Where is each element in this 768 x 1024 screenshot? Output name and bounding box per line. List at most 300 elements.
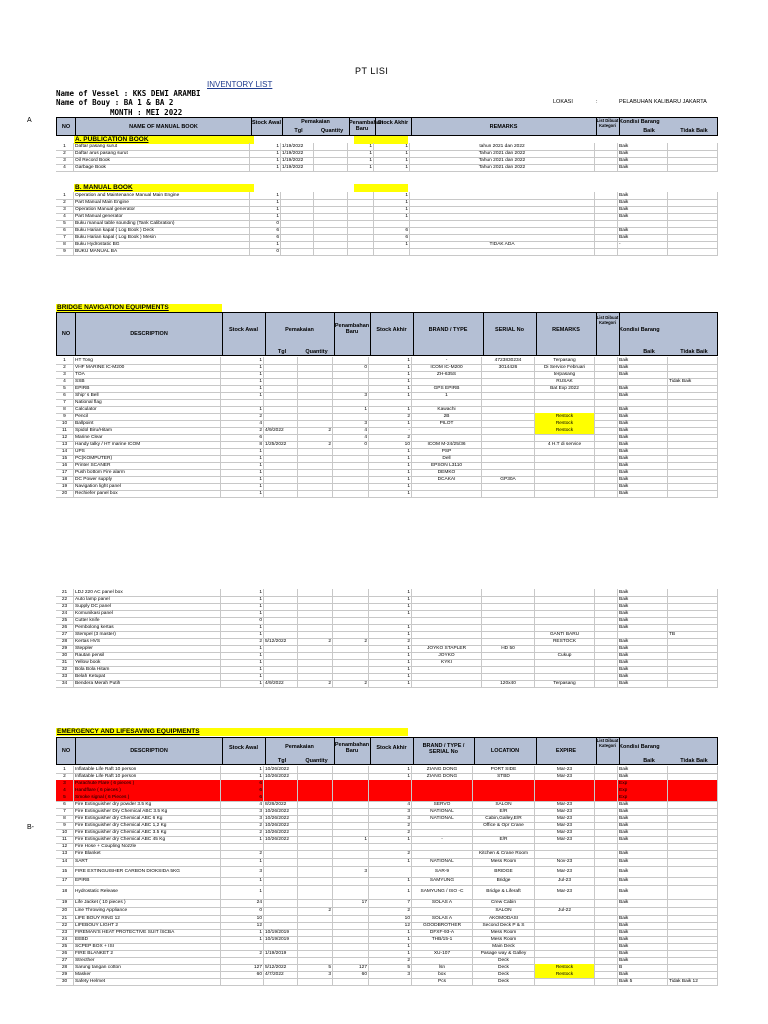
cell-no: 6 — [56, 801, 74, 808]
cell-no: 2 — [56, 150, 74, 157]
cell-serial — [482, 666, 535, 673]
cell-baik: Baik — [618, 766, 668, 773]
cell-remarks — [535, 392, 595, 399]
cell-no: 17 — [56, 877, 74, 885]
cell-location: Pasage way & Galley — [473, 950, 535, 957]
cell-tidak-baik — [668, 476, 718, 483]
cell-remarks — [535, 610, 595, 617]
cell-serial — [482, 596, 535, 603]
cell-serial: GP30A — [482, 476, 535, 483]
cell-stock-awal: 1 — [221, 483, 264, 490]
cell-expire — [535, 794, 595, 801]
cell-tidak-baik — [668, 850, 718, 858]
cell-quantity — [298, 357, 333, 364]
cell-no: 15 — [56, 455, 74, 462]
cell-penambahan — [333, 399, 369, 406]
cell-location — [473, 829, 535, 836]
cell-tgl — [264, 469, 298, 476]
cell-quantity — [298, 850, 333, 858]
cell-stock-awal: 2 — [221, 850, 264, 858]
cell-penambahan — [333, 617, 369, 624]
cell-name: Buku Hydrostatic BG — [74, 241, 250, 248]
cell-no: 23 — [56, 929, 74, 936]
cell-no: 13 — [56, 850, 74, 858]
cell-tgl — [264, 943, 298, 950]
cell-stock-awal: 1 — [221, 364, 264, 371]
cell-stock-awal: 1 — [221, 885, 264, 899]
cell-no: 19 — [56, 483, 74, 490]
cell-baik — [618, 399, 668, 406]
cell-description: FIRE BLANKET 2 — [74, 950, 221, 957]
cell-serial — [482, 406, 535, 413]
cell-tidak-baik — [668, 680, 718, 687]
cell-description: PC(KOMPUTER) — [74, 455, 221, 462]
cell-name: Part Manual Main Engine — [74, 199, 250, 206]
cell-stock-awal: 1 — [250, 241, 281, 248]
cell-tidak-baik — [668, 899, 718, 907]
cell-tidak-baik: Tidak Baik 12 — [668, 978, 718, 985]
cell-description: Calculator — [74, 406, 221, 413]
cell-location: Second Deck P & S — [473, 922, 535, 929]
cell-tgl: 10/26/2022 — [264, 829, 298, 836]
cell-baik: Baik — [618, 469, 668, 476]
cell-serial — [482, 673, 535, 680]
cell-brand — [412, 603, 482, 610]
cell-baik: Baik — [618, 617, 668, 624]
col-manual-name: NAME OF MANUAL BOOK — [129, 124, 198, 130]
cell-tidak-baik — [668, 448, 718, 455]
cell-quantity — [298, 378, 333, 385]
cell-tgl: 10/26/2022 — [264, 766, 298, 773]
col-quantity: Quantity — [320, 128, 344, 134]
cell-quantity — [298, 462, 333, 469]
cell-list — [595, 929, 618, 936]
cell-location — [473, 780, 535, 787]
cell-stock-akhir: 1 — [369, 659, 412, 666]
cell-list — [595, 441, 618, 448]
bridge-section-title: BRIDGE NAVIGATION EQUIPMENTS — [57, 304, 169, 311]
cell-stock-akhir: 2 — [369, 907, 412, 915]
cell-no: 28 — [56, 964, 74, 971]
cell-tgl — [281, 192, 314, 199]
cell-tidak-baik — [668, 150, 718, 157]
cell-description: Stempel (3 master) — [74, 631, 221, 638]
cell-remarks — [535, 589, 595, 596]
cell-list — [595, 371, 618, 378]
cell-no: 22 — [56, 596, 74, 603]
cell-list — [595, 164, 618, 171]
cell-no: 26 — [56, 950, 74, 957]
cell-remarks: GANTI BARU — [535, 631, 595, 638]
cell-tgl — [264, 866, 298, 877]
cell-brand — [412, 624, 482, 631]
cell-brand-serial — [412, 843, 473, 850]
cell-tidak-baik — [668, 455, 718, 462]
cell-tidak-baik — [668, 866, 718, 877]
cell-penambahan — [333, 957, 369, 964]
cell-brand — [412, 680, 482, 687]
cell-quantity — [298, 943, 333, 950]
cell-description: TOA — [74, 371, 221, 378]
cell-stock-awal: 6 — [221, 794, 264, 801]
cell-baik: Baik — [618, 357, 668, 364]
cell-tgl — [264, 357, 298, 364]
cell-quantity — [298, 455, 333, 462]
cell-tidak-baik — [668, 157, 718, 164]
cell-stock-awal: 2 — [221, 638, 264, 645]
cell-list — [595, 915, 618, 922]
cell-list — [595, 420, 618, 427]
cell-penambahan — [333, 652, 369, 659]
cell-list — [595, 943, 618, 950]
cell-quantity — [298, 877, 333, 885]
cell-description: Fire Blanket — [74, 850, 221, 858]
bridge-table-header — [56, 312, 718, 356]
cell-stock-akhir: 1 — [369, 392, 412, 399]
cell-description: EEBD — [74, 936, 221, 943]
cell-quantity — [298, 385, 333, 392]
cell-quantity — [314, 206, 348, 213]
cell-tgl: 10/26/2022 — [264, 808, 298, 815]
cell-brand: PSP — [412, 448, 482, 455]
cell-remarks — [535, 448, 595, 455]
cell-remarks: tahun 2021 dan 2022 — [410, 143, 595, 150]
cell-stock-akhir — [369, 399, 412, 406]
cell-no: 20 — [56, 907, 74, 915]
cell-baik: Baik — [618, 406, 668, 413]
cell-no: 8 — [56, 815, 74, 822]
cell-brand: - — [412, 357, 482, 364]
cell-stock-awal: 1 — [221, 462, 264, 469]
col-baik: Baik — [643, 349, 655, 355]
cell-quantity: 2 — [298, 680, 333, 687]
cell-tidak-baik — [668, 950, 718, 957]
cell-no: 34 — [56, 680, 74, 687]
cell-quantity — [298, 406, 333, 413]
cell-stock-akhir: 1 — [369, 596, 412, 603]
cell-no: 32 — [56, 666, 74, 673]
cell-stock-awal: 1 — [250, 199, 281, 206]
cell-brand-serial: SOLAS A — [412, 915, 473, 922]
cell-baik: Baik — [618, 808, 668, 815]
cell-penambahan: 17 — [333, 899, 369, 907]
cell-list — [595, 364, 618, 371]
cell-penambahan: 127 — [333, 964, 369, 971]
cell-stock-awal: 1 — [250, 164, 281, 171]
cell-description: SART — [74, 858, 221, 866]
cell-baik: Baik — [618, 157, 668, 164]
cell-serial — [482, 659, 535, 666]
cell-tgl — [281, 241, 314, 248]
cell-description: National flag — [74, 399, 221, 406]
cell-penambahan — [333, 483, 369, 490]
cell-stock-akhir: 1 — [369, 371, 412, 378]
cell-tgl — [264, 434, 298, 441]
cell-tidak-baik — [668, 843, 718, 850]
cell-description: Steppler — [74, 645, 221, 652]
cell-tidak-baik — [668, 808, 718, 815]
cell-brand-serial: GOODBROTHER — [412, 922, 473, 929]
cell-no: 2 — [56, 773, 74, 780]
cell-quantity — [298, 858, 333, 866]
cell-no: 33 — [56, 673, 74, 680]
cell-tgl — [264, 673, 298, 680]
cell-no: 20 — [56, 490, 74, 497]
cell-description: Marine Clear — [74, 434, 221, 441]
cell-name: Operation and Maintenance Manual Main Engine — [74, 192, 250, 199]
cell-description: Fire Extinguisher dry Chemical ABC 45 Kg — [74, 836, 221, 843]
cell-brand-serial — [412, 957, 473, 964]
cell-tgl — [264, 603, 298, 610]
cell-tidak-baik — [668, 877, 718, 885]
cell-no: 24 — [56, 610, 74, 617]
cell-stock-akhir: 2 — [369, 957, 412, 964]
cell-penambahan — [333, 378, 369, 385]
cell-quantity — [298, 631, 333, 638]
cell-tgl — [264, 666, 298, 673]
cell-quantity — [298, 978, 333, 985]
cell-penambahan — [333, 815, 369, 822]
cell-quantity — [298, 801, 333, 808]
cell-stock-akhir: 1 — [369, 469, 412, 476]
cell-stock-akhir: 1 — [374, 199, 410, 206]
cell-stock-awal: 1 — [221, 680, 264, 687]
col-pemakaian: Pemakaian — [301, 119, 330, 125]
cell-tgl — [264, 596, 298, 603]
cell-stock-awal: 0 — [250, 220, 281, 227]
cell-remarks: Restock — [535, 420, 595, 427]
cell-stock-akhir: 2 — [369, 829, 412, 836]
cell-penambahan — [333, 794, 369, 801]
cell-tidak-baik — [668, 143, 718, 150]
cell-stock-awal: 4 — [221, 801, 264, 808]
cell-brand — [412, 631, 482, 638]
cell-location: Mess Room — [473, 929, 535, 936]
cell-brand-serial: SAMYUNG — [412, 877, 473, 885]
cell-stock-awal: 1 — [221, 624, 264, 631]
cell-baik: Baik — [618, 413, 668, 420]
cell-quantity — [314, 164, 348, 171]
cell-baik: Baik — [618, 680, 668, 687]
cell-no: 1 — [56, 357, 74, 364]
cell-remarks — [535, 476, 595, 483]
cell-tgl: 5/12/2022 — [264, 638, 298, 645]
cell-penambahan — [333, 850, 369, 858]
cell-stock-awal: 1 — [221, 666, 264, 673]
cell-brand: JOYKO STAPLER — [412, 645, 482, 652]
cell-stock-awal: 1 — [250, 206, 281, 213]
cell-remarks — [410, 199, 595, 206]
cell-no: 18 — [56, 476, 74, 483]
cell-baik — [618, 843, 668, 850]
cell-remarks — [410, 227, 595, 234]
cell-remarks — [535, 469, 595, 476]
cell-remarks — [535, 617, 595, 624]
cell-penambahan — [333, 596, 369, 603]
cell-stock-akhir: 1 — [369, 943, 412, 950]
cell-location: Deck — [473, 964, 535, 971]
col-kondisi: Kondisi Barang — [619, 744, 660, 750]
cell-stock-akhir: 1 — [369, 385, 412, 392]
cell-no: 8 — [56, 406, 74, 413]
cell-remarks — [410, 248, 595, 255]
cell-brand-serial: Pcs — [412, 978, 473, 985]
cell-expire: Mar-23 — [535, 866, 595, 877]
cell-tidak-baik — [668, 234, 718, 241]
cell-name: Daftar arus pasang surut — [74, 150, 250, 157]
cell-list — [595, 780, 618, 787]
cell-quantity — [298, 794, 333, 801]
company-name: PT LISI — [355, 66, 389, 76]
cell-list — [595, 357, 618, 364]
cell-quantity — [298, 950, 333, 957]
cell-quantity — [298, 448, 333, 455]
cell-tidak-baik — [668, 773, 718, 780]
cell-expire: Nov-23 — [535, 858, 595, 866]
cell-brand: JOYKO — [412, 652, 482, 659]
cell-remarks: 4 H.T di service — [535, 441, 595, 448]
cell-tgl — [281, 213, 314, 220]
cell-tidak-baik — [668, 645, 718, 652]
cell-stock-awal: 24 — [221, 899, 264, 907]
cell-baik: Baik — [618, 638, 668, 645]
col-stock-awal: Stock Awal — [251, 120, 282, 126]
cell-tgl — [264, 899, 298, 907]
cell-list — [595, 213, 618, 220]
cell-tidak-baik — [668, 673, 718, 680]
cell-stock-awal: 1 — [250, 157, 281, 164]
cell-quantity — [314, 157, 348, 164]
cell-list — [595, 143, 618, 150]
cell-stock-akhir: 3 — [369, 808, 412, 815]
cell-baik: Baik — [618, 213, 668, 220]
cell-penambahan — [333, 950, 369, 957]
cell-brand — [412, 427, 482, 434]
cell-quantity — [298, 822, 333, 829]
cell-stock-awal: 1 — [250, 150, 281, 157]
cell-quantity — [314, 248, 348, 255]
cell-tgl — [264, 392, 298, 399]
cell-description: Bola Bola Hitam — [74, 666, 221, 673]
cell-remarks: Tahun 2021 dan 2022 — [410, 150, 595, 157]
cell-tidak-baik — [668, 836, 718, 843]
cell-brand-serial: THB/15-1 — [412, 936, 473, 943]
col-penambahan: Penambahan Baru — [334, 742, 370, 754]
cell-location: Deck — [473, 971, 535, 978]
cell-penambahan: 1 — [333, 406, 369, 413]
cell-baik — [618, 631, 668, 638]
cell-tgl: 10/26/2022 — [264, 836, 298, 843]
cell-serial — [482, 610, 535, 617]
cell-stock-akhir: 1 — [369, 766, 412, 773]
cell-tgl: 1/19/2022 — [281, 157, 314, 164]
cell-baik: Baik — [618, 441, 668, 448]
cell-penambahan — [348, 192, 374, 199]
cell-description: Smoke signal ( 6 Pieces ) — [74, 794, 221, 801]
cell-tgl — [264, 624, 298, 631]
cell-list — [595, 885, 618, 899]
cell-baik: Baik — [618, 885, 668, 899]
cell-description: Kertas HVS — [74, 638, 221, 645]
cell-tidak-baik — [668, 213, 718, 220]
cell-tgl — [264, 364, 298, 371]
cell-tidak-baik — [668, 929, 718, 936]
cell-brand-serial: DFXF-93-A — [412, 929, 473, 936]
cell-baik: Exp — [618, 780, 668, 787]
cell-stock-akhir: 1 — [369, 483, 412, 490]
cell-description: EPIRB — [74, 385, 221, 392]
cell-penambahan — [333, 822, 369, 829]
cell-list — [595, 645, 618, 652]
cell-penambahan — [348, 248, 374, 255]
cell-quantity — [298, 434, 333, 441]
cell-serial — [482, 434, 535, 441]
cell-brand: ICOM IC-M200 — [412, 364, 482, 371]
cell-list — [595, 964, 618, 971]
cell-description: Parachute Flare ( 6 pieces ) — [74, 780, 221, 787]
cell-expire: Restock — [535, 971, 595, 978]
col-tgl: Tgl — [277, 349, 287, 355]
cell-list — [595, 631, 618, 638]
cell-no: 27 — [56, 957, 74, 964]
cell-penambahan — [333, 603, 369, 610]
cell-expire: Mar-23 — [535, 829, 595, 836]
cell-baik: - — [618, 241, 668, 248]
cell-no: 8 — [56, 241, 74, 248]
cell-baik: Baik — [618, 858, 668, 866]
cell-tidak-baik — [668, 907, 718, 915]
cell-list — [595, 589, 618, 596]
cell-name: BUKU MANUAL BA — [74, 248, 250, 255]
cell-list — [595, 659, 618, 666]
cell-baik: Baik — [618, 836, 668, 843]
cell-stock-awal: 1 — [221, 858, 264, 866]
cell-remarks — [410, 234, 595, 241]
cell-location — [473, 794, 535, 801]
cell-tidak-baik — [668, 164, 718, 171]
cell-list — [595, 766, 618, 773]
cell-expire: Mar-23 — [535, 822, 595, 829]
cell-baik: Baik — [618, 866, 668, 877]
cell-stock-awal: 1 — [221, 652, 264, 659]
cell-list — [595, 808, 618, 815]
cell-stock-awal: 1 — [221, 455, 264, 462]
cell-brand — [412, 617, 482, 624]
cell-penambahan — [333, 907, 369, 915]
cell-baik: Baik — [618, 392, 668, 399]
cell-stock-awal: 3 — [221, 866, 264, 877]
cell-baik: Baik — [618, 596, 668, 603]
cell-expire — [535, 929, 595, 936]
cell-serial — [482, 427, 535, 434]
cell-stock-awal: 2 — [221, 829, 264, 836]
cell-stock-awal: 1 — [221, 929, 264, 936]
cell-penambahan — [333, 858, 369, 866]
cell-stock-akhir: 1 — [369, 364, 412, 371]
cell-stock-awal: 0 — [250, 248, 281, 255]
cell-description: Fire Hose + Coupling Nozzle — [74, 843, 221, 850]
cell-serial: 120x40 — [482, 680, 535, 687]
cell-stock-awal: 1 — [221, 773, 264, 780]
cell-baik: Baik — [618, 850, 668, 858]
cell-quantity: 2 — [298, 907, 333, 915]
cell-quantity — [298, 936, 333, 943]
cell-name: Buku manual table sounding (Tank Calibration) — [74, 220, 250, 227]
col-kondisi: Kondisi Barang — [619, 119, 660, 125]
cell-description: DC Power supply — [74, 476, 221, 483]
cell-brand-serial — [412, 794, 473, 801]
cell-baik: Baik — [618, 427, 668, 434]
